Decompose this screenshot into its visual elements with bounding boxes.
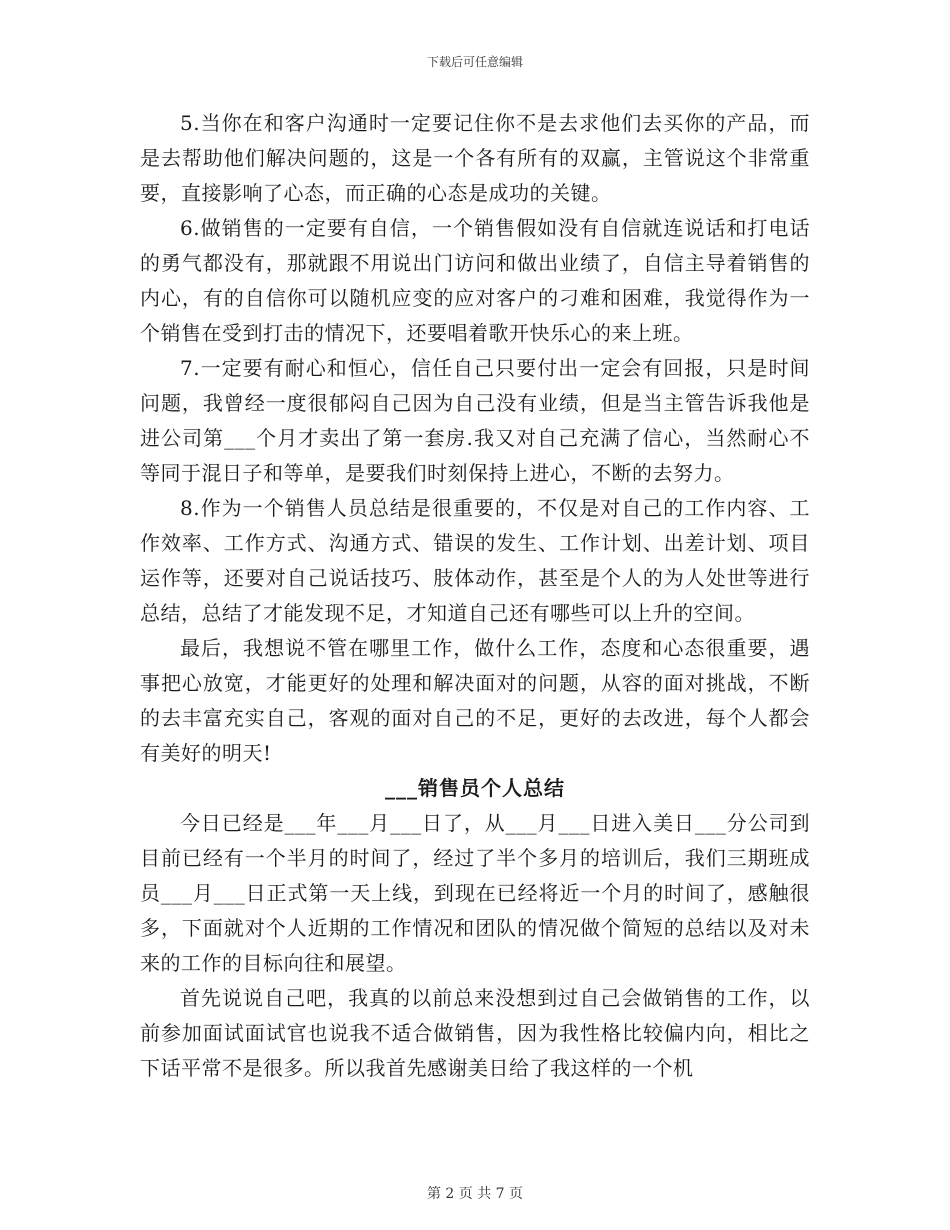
paragraph-point-8: 8.作为一个销售人员总结是很重要的，不仅是对自己的工作内容、工作效率、工作方式、沟通方式、错误的发生、工作计划、出差计划、项目运作等，还要对自己说话技巧、肢体动作，甚至是个人的为人处世等进行总结，总结了才能发现不足，才知道自己还有哪些可以上升的空间。 [140,496,810,625]
paragraph-point-5: 5.当你在和客户沟通时一定要记住你不是去求他们去买你的产品，而是去帮助他们解决问题的，这是一个各有所有的双赢，主管说这个非常重要，直接影响了心态，而正确的心态是成功的关键。 [140,111,810,205]
section-paragraph-intro: 今日已经是___年___月___日了，从___月___日进入美日___分公司到目前已经有一个半月的时间了，经过了半个多月的培训后，我们三期班成员___月___日正式第一天上线，到现在已经将近一个月的时间了，感触很多，下面就对个人近期的工作情况和团队的情况做个简短的总结以及对未来的工作的目标向往和展望。 [140,811,810,975]
page-header: 下载后可任意编辑 [426,55,523,69]
section-title: ___销售员个人总结 [385,776,565,800]
page-footer: 第 2 页 共 7 页 [426,1186,524,1202]
paragraph-point-7: 7.一定要有耐心和恒心，信任自己只要付出一定会有回报，只是时间问题，我曾经一度很郁闷自己因为自己没有业绩，但是当主管告诉我他是进公司第___个月才卖出了第一套房.我又对自己充满了信心，当然耐心不等同于混日子和等单，是要我们时刻保持上进心，不断的去努力。 [140,356,810,485]
paragraph-conclusion: 最后，我想说不管在哪里工作，做什么工作，态度和心态很重要，遇事把心放宽，才能更好的处理和解决面对的问题，从容的面对挑战，不断的去丰富充实自己，客观的面对自己的不足，更好的去改进，每个人都会有美好的明天! [140,636,810,765]
paragraph-point-6: 6.做销售的一定要有自信，一个销售假如没有自信就连说话和打电话的勇气都没有，那就跟不用说出门访问和做出业绩了，自信主导着销售的内心，有的自信你可以随机应变的应对客户的刁难和困难，我觉得作为一个销售在受到打击的情况下，还要唱着歌开快乐心的来上班。 [140,216,810,345]
document-body [140,106,810,1086]
section-paragraph-self: 首先说说自己吧，我真的以前总来没想到过自己会做销售的工作，以前参加面试面试官也说我不适合做销售，因为我性格比较偏内向，相比之下话平常不是很多。所以我首先感谢美日给了我这样的一个机 [140,986,810,1080]
